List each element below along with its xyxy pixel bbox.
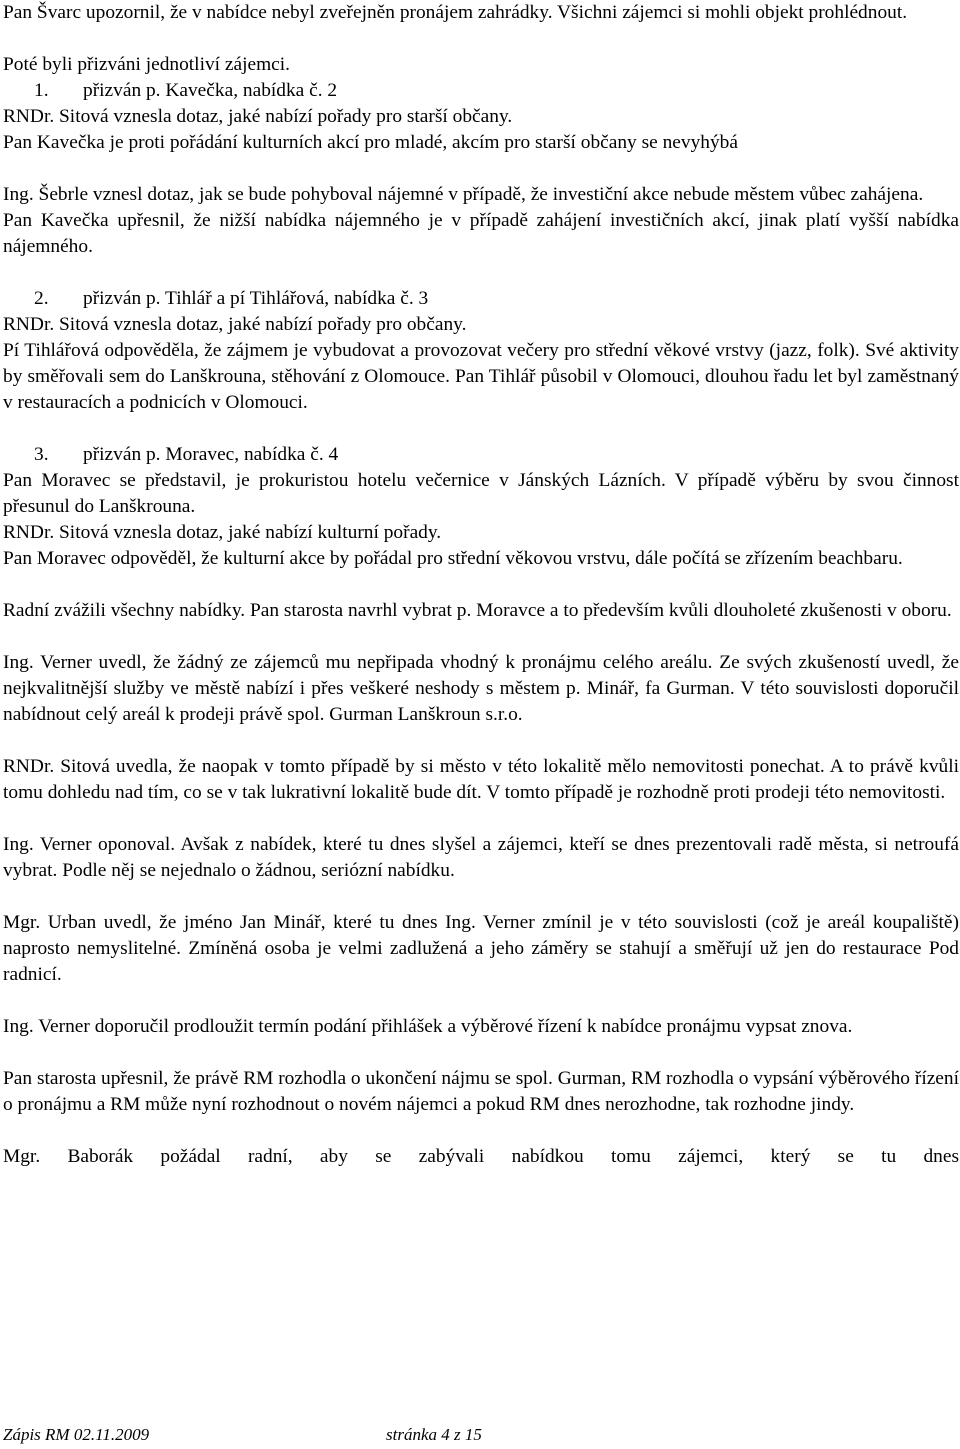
paragraph: RNDr. Sitová vznesla dotaz, jaké nabízí pořady pro občany. <box>3 314 467 335</box>
numbered-item <box>3 442 959 468</box>
paragraph: Pan Kavečka je proti pořádání kulturních akcí pro mladé, akcím pro starší občany se nevyhýbá <box>3 132 738 153</box>
paragraph: RNDr. Sitová vznesla dotaz, jaké nabízí kulturní pořady. <box>3 522 442 543</box>
paragraph: Ing. Verner oponoval. Avšak z nabídek, které tu dnes slyšel a zájemci, kteří se dnes prezentovali radě města, si netroufá vybrat. Podle něj se nejednalo o žádnou, seriózní nabídku. <box>3 834 959 881</box>
paragraph: Pan Švarc upozornil, že v nabídce nebyl zveřejněn pronájem zahrádky. Všichni zájemci si mohli objekt prohlédnout. <box>3 2 908 23</box>
paragraph: Radní zvážili všechny nabídky. Pan starosta navrhl vybrat p. Moravce a to především kvůli dlouholeté zkušenosti v oboru. <box>3 600 952 621</box>
paragraph: Ing. Šebrle vznesl dotaz, jak se bude pohyboval nájemné v případě, že investiční akce nebude městem vůbec zahájena. <box>3 184 924 205</box>
paragraph: Pan starosta upřesnil, že právě RM rozhodla o ukončení nájmu se spol. Gurman, RM rozhodla o vypsání výběrového řízení o pronájmu a RM může nyní rozhodnout o novém nájemci a pokud RM dnes nerozhodne, tak rozhodne jindy. <box>3 1068 959 1115</box>
paragraph: Pan Kavečka upřesnil, že nižší nabídka nájemného je v případě zahájení investičních akcí, jinak platí vyšší nabídka nájemného. <box>3 210 959 257</box>
item-number: 1. <box>34 80 49 101</box>
document-page <box>3 0 959 1170</box>
paragraph: Pan Moravec se představil, je prokuristou hotelu večernice v Jánských Lázních. V případě výběru by svou činnost přesunul do Lanškrouna. <box>3 470 959 517</box>
item-number: 2. <box>34 288 49 309</box>
paragraph: Poté byli přizváni jednotliví zájemci. <box>3 54 291 75</box>
paragraph: Ing. Verner uvedl, že žádný ze zájemců mu nepřipada vhodný k pronájmu celého areálu. Ze svých zkušeností uvedl, že nejkvalitnější služby ve městě nabízí i přes veškeré neshody s městem p. Minář, fa Gurman. V této souvislosti doporučil nabídnout celý areál k prodeji právě spol. Gurman Lanškroun s.r.o. <box>3 652 959 725</box>
paragraph: Pan Moravec odpověděl, že kulturní akce by pořádal pro střední věkovou vrstvu, dále počítá se zřízením beachbaru. <box>3 548 903 569</box>
footer-document-label: Zápis RM 02.11.2009 <box>3 1425 150 1444</box>
paragraph: Ing. Verner doporučil prodloužit termín podání přihlášek a výběrové řízení k nabídce pronájmu vypsat znova. <box>3 1016 853 1037</box>
footer-page-number: stránka 4 z 15 <box>386 1425 482 1444</box>
numbered-item <box>3 286 959 312</box>
paragraph: Pí Tihlářová odpověděla, že zájmem je vybudovat a provozovat večery pro střední věkové vrstvy (jazz, folk). Své aktivity by směřovali sem do Lanškrouna, stěhování z Olomouce. Pan Tihlář působil v Olomouci, dlouhou řadu let byl zaměstnaný v restauracích a podnicích v Olomouci. <box>3 340 959 413</box>
numbered-item <box>3 78 959 104</box>
item-number: 3. <box>34 444 49 465</box>
paragraph: RNDr. Sitová vznesla dotaz, jaké nabízí pořady pro starší občany. <box>3 106 513 127</box>
item-text: přizván p. Tihlář a pí Tihlářová, nabídka č. 3 <box>83 288 429 309</box>
paragraph: Mgr. Urban uvedl, že jméno Jan Minář, které tu dnes Ing. Verner zmínil je v této souvislosti (což je areál koupaliště) naprosto nemyslitelné. Zmíněná osoba je velmi zadlužená a jeho záměry se stahují a směřují už jen do restaurace Pod radnicí. <box>3 912 959 985</box>
item-text: přizván p. Moravec, nabídka č. 4 <box>83 444 339 465</box>
item-text: přizván p. Kavečka, nabídka č. 2 <box>83 80 338 101</box>
paragraph: Mgr. Baborák požádal radní, aby se zabývali nabídkou tomu zájemci, který se tu dnes <box>3 1146 959 1167</box>
paragraph: RNDr. Sitová uvedla, že naopak v tomto případě by si město v této lokalitě mělo nemovitosti ponechat. A to právě kvůli tomu dohledu nad tím, co se v tak lukrativní lokalitě bude dít. V tomto případě je rozhodně proti prodeji této nemovitosti. <box>3 756 959 803</box>
